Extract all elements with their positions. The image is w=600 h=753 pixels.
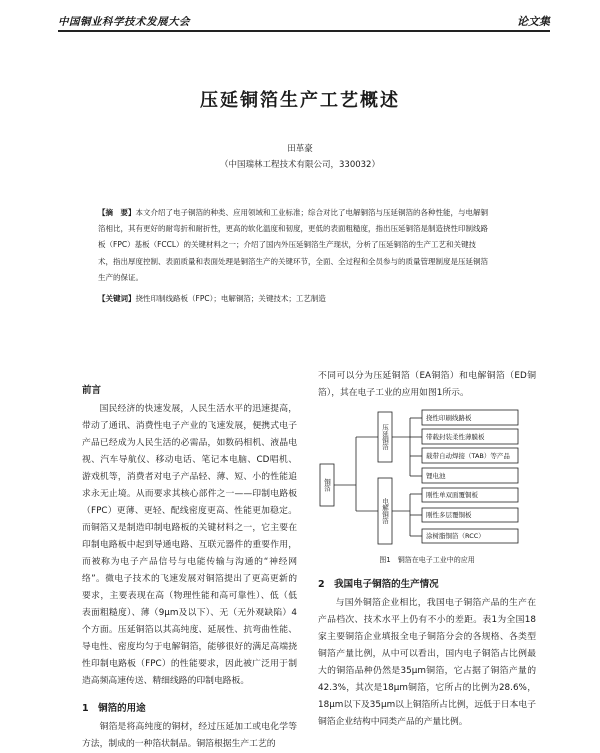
branch2-label: 电解铜箔 (381, 498, 389, 524)
paper-title: 压延铜箔生产工艺概述 (200, 90, 400, 111)
preface-title: 前言 (82, 385, 102, 396)
right-column-section-2 (318, 574, 536, 731)
preface-paragraph: 国民经济的快速发展，人民生活水平的迅速提高，带动了通讯、消费性电子产业的飞速发展，便携式电子产品已经成为人民生活的必需品，如数码相机、液晶电视、汽车导航仪、移动电话、笔记本电脑、CD唱机、游戏机等，消费者对电子产品轻、薄、短、小的性能追求永无止境。从而要求其核心部件之一——印制电路板（FPC）更薄、更轻、配线密度更高、性能更加稳定。而铜箔又是制造印制电路板的关键材料之一，它主要在印制电路板中起到导通电路、互联元器件的重要作用，而被称为电子产品信号与电能传输与沟通的“神经网络”。微电子技术的飞速发展对铜箔提出了更高更新的要求，主要表现在高（物理性能和高可靠性）、低（低表面粗糙度）、薄（9μm及以下）、无（无外观缺陷）4个方面。压延铜箔以其高纯度、延展性、抗弯曲性能、导电性、密度均匀于电解铜箔，能够很好的满足高端挠性印制电路板（FPC）的性能要求，因此被广泛用于制造高频高速传送、精细线路的印制电路板。 (82, 404, 297, 686)
branch1-item-label: 挠性印刷线路板 (426, 414, 472, 422)
running-header (58, 12, 550, 32)
keywords-text: 挠性印制线路板（FPC）；电解铜箔；关键技术；工艺制造 (135, 294, 326, 303)
branch2-item-label: 涂树脂铜箔（RCC） (426, 532, 485, 540)
abstract-text: 本文介绍了电子铜箔的种类、应用领域和工业标准；综合对比了电解铜箔与压延铜箔的各种性能，与电解铜箔相比，其有更好的耐弯折和耐折性，更高的软化温度和韧度，更低的表面粗糙度，指出压延铜箔是制造挠性印制线路板（FPC）基板（FCCL）的关键材料之一；介绍了国内外压延铜箔生产现状，分析了压延铜箔的生产工艺和关键技术，指出厚度控制、表面质量和表面处理是铜箔生产的关键环节，全面、全过程和全员参与的质量管理制度是压延铜箔生产的保证。 (98, 208, 488, 282)
header-journal-name: 中国铜业科学技术发展大会 (58, 16, 190, 28)
abstract (98, 205, 488, 286)
header-section-name: 论文集 (517, 15, 550, 28)
keywords (98, 293, 488, 304)
section-1-paragraph: 铜箔是将高纯度的铜材，经过压延加工或电化学等方法，制成的一种箔状制品。铜箔根据生产工艺的 (82, 722, 297, 749)
section-2-title: 2 我国电子铜箔的生产情况 (318, 579, 439, 590)
keywords-label: 【关键词】 (98, 294, 136, 303)
figure-1-svg (318, 404, 536, 562)
section-1-title: 1 铜箔的用途 (82, 703, 146, 714)
section-2-paragraph: 与国外铜箔企业相比，我国电子铜箔产品的生产在产品档次、技术水平上仍有不小的差距。表1为全国18家主要铜箔企业填报全电子铜箔分会的各规格、各类型铜箔产量比例，从中可以看出，国内电子铜箔占比例最大的铜箔品种仍然是35μm铜箔，它占据了铜箔产量的42.3%，其次是18μm铜箔，它所占的比例为28.6%，18μm以下及35μm以上铜箔所占比例，远低于日本电子铜箔企业结构中同类产品的产量比例。 (318, 598, 536, 727)
root-label: 铜箔 (323, 478, 331, 492)
left-column (82, 380, 297, 753)
figure-1-diagram (318, 404, 536, 562)
branch2-item-label: 刚性单双面覆铜板 (426, 491, 478, 499)
branch1-item-label: 锂电池 (426, 472, 446, 480)
author-affiliation: （中国瑞林工程技术有限公司，330032） (220, 160, 380, 170)
figure-1-caption: 图1 铜箔在电子工业中的应用 (379, 556, 475, 564)
author-name: 田革豪 (287, 144, 313, 154)
branch2-item-label: 刚性多层覆铜板 (426, 511, 472, 519)
branch1-label: 压延铜箔 (381, 424, 389, 450)
right-column-intro (318, 368, 536, 402)
figure-intro-paragraph: 不同可以分为压延铜箔（EA铜箔）和电解铜箔（ED铜箔），其在电子工业的应用如图1所示。 (318, 371, 536, 398)
abstract-label: 【摘 要】 (98, 208, 136, 217)
branch1-item-label: 带载封装柔性薄膜板 (426, 433, 485, 441)
branch1-item-label: 载带自动焊接（TAB）等产品 (426, 452, 510, 460)
